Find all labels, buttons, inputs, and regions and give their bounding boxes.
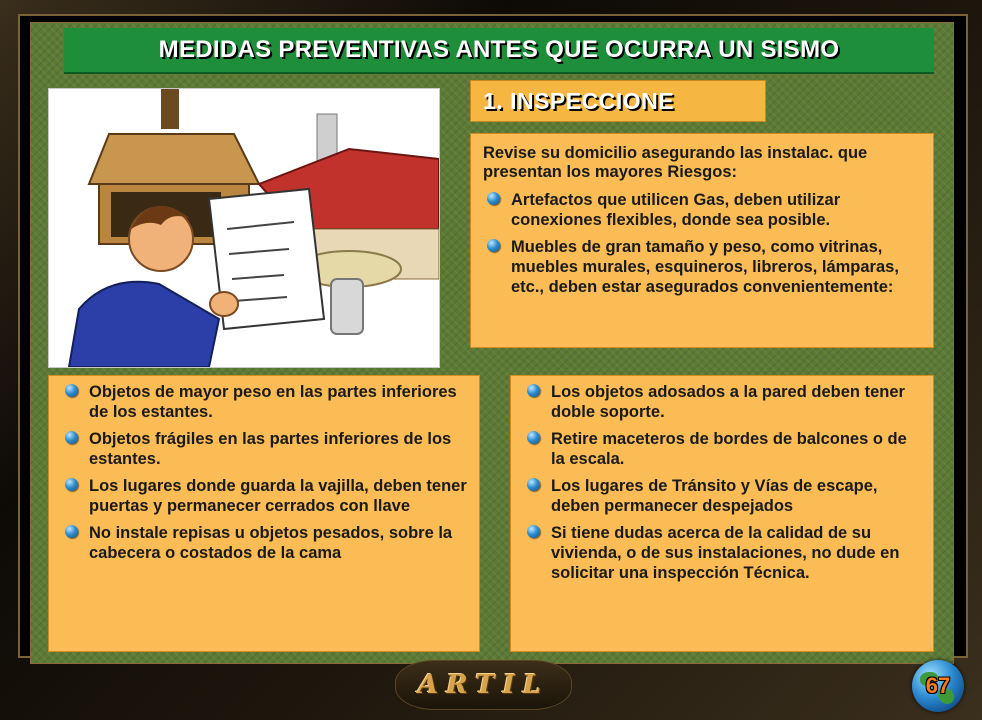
list-item-text: No instale repisas u objetos pesados, sobre la cabecera o costados de la cama (89, 524, 453, 562)
list-item-text: Los lugares donde guarda la vajilla, deben tener puertas y permanecer cerrados con llave (89, 477, 467, 515)
artil-logo-plate (395, 660, 572, 710)
list-item-text: Objetos frágiles en las partes inferiores de los estantes. (89, 430, 452, 468)
intro-panel (470, 133, 934, 348)
list-item (483, 237, 921, 297)
list-item (61, 523, 469, 563)
left-bullet-list (61, 382, 469, 563)
list-item-text: Los lugares de Tránsito y Vías de escape, deben permanecer despejados (551, 477, 878, 515)
inspection-illustration-svg (49, 89, 439, 367)
globe-bullet-icon (65, 525, 78, 538)
title-bar (64, 28, 934, 72)
man-hand (210, 292, 238, 316)
chimney-pipe (161, 89, 179, 129)
right-panel (510, 375, 934, 652)
right-bullet-list (523, 382, 923, 583)
globe-bullet-icon (527, 431, 540, 444)
globe-bullet-icon (65, 384, 78, 397)
list-item (523, 382, 923, 422)
list-item-text: Si tiene dudas acerca de la calidad de su vivienda, o de sus instalaciones, no dude en solicitar una inspección Técnica. (551, 524, 900, 582)
page-number: 67 (925, 673, 951, 698)
section-heading-badge (470, 80, 766, 122)
list-item-text: Retire maceteros de bordes de balcones o de la escala. (551, 430, 907, 468)
list-item (523, 429, 923, 469)
list-item (61, 382, 469, 422)
list-item-text: Los objetos adosados a la pared deben tener doble soporte. (551, 383, 905, 421)
hood-top (89, 134, 259, 184)
globe-bullet-icon (65, 478, 78, 491)
globe-bullet-icon (527, 525, 540, 538)
list-item-text: Muebles de gran tamaño y peso, como vitrinas, muebles murales, esquineros, libreros, lámparas, etc., deben estar asegurados convenientemente: (511, 238, 899, 296)
intro-text: Revise su domicilio asegurando las instalac. que presentan los mayores Riesgos: (483, 144, 868, 181)
globe-bullet-icon (527, 478, 540, 491)
list-item (61, 429, 469, 469)
list-item-text: Objetos de mayor peso en las partes inferiores de los estantes. (89, 383, 457, 421)
slide-title: MEDIDAS PREVENTIVAS ANTES QUE OCURRA UN SISMO (158, 36, 840, 63)
artil-logo: ARTIL (417, 670, 550, 700)
list-item (61, 476, 469, 516)
list-item (483, 190, 921, 230)
inspection-illustration (48, 88, 440, 368)
globe-bullet-icon (487, 192, 500, 205)
page-number-globe-icon (912, 660, 964, 712)
globe-bullet-icon (487, 239, 500, 252)
left-panel (48, 375, 480, 652)
list-item (523, 523, 923, 583)
globe-bullet-icon (527, 384, 540, 397)
man-body (69, 282, 219, 367)
list-item (523, 476, 923, 516)
gas-cylinder (331, 279, 363, 334)
section-heading: 1. INSPECCIONE (483, 87, 675, 114)
list-item-text: Artefactos que utilicen Gas, deben utilizar conexiones flexibles, donde sea posible. (511, 191, 841, 229)
globe-bullet-icon (65, 431, 78, 444)
intro-bullet-list (483, 190, 921, 297)
